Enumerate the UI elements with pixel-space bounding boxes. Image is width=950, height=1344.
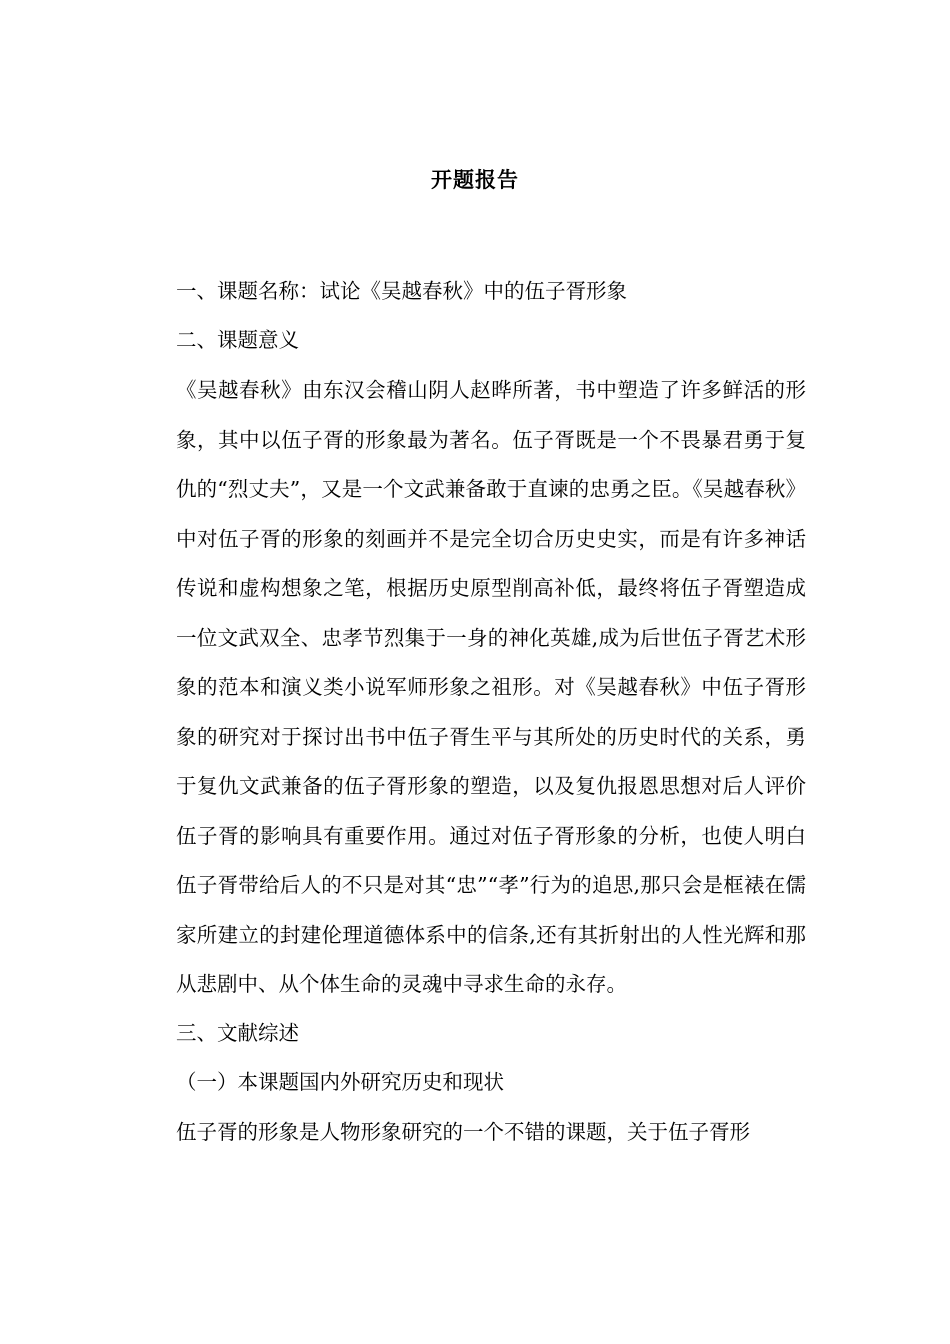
significance-paragraph: 《吴越春秋》由东汉会稽山阴人赵晔所著，书中塑造了许多鲜活的形象，其中以伍子胥的形象最为著名。伍子胥既是一个不畏暴君勇于复仇的“烈丈夫”，又是一个文武兼备敢于直谏的忠勇之臣。《吴越春秋》中对伍子胥的形象的刻画并不是完全切合历史史实，而是有许多神话传说和虚构想象之笔，根据历史原型削高补低，最终将伍子胥塑造成一位文武双全、忠孝节烈集于一身的神化英雄,成为后世伍子胥艺术形象的范本和演义类小说军师形象之祖形。对《吴越春秋》中伍子胥形象的研究对于探讨出书中伍子胥生平与其所处的历史时代的关系，勇于复仇文武兼备的伍子胥形象的塑造，以及复仇报恩思想对后人评价伍子胥的影响具有重要作用。通过对伍子胥形象的分析，也使人明白伍子胥带给后人的不只是对其“忠”“孝”行为的追思,那只会是框裱在儒家所建立的封建伦理道德体系中的信条,还有其折射出的人性光辉和那从悲剧中、从个体生命的灵魂中寻求生命的永存。	[176, 378, 806, 996]
significance-heading: 二、课题意义	[176, 328, 299, 352]
research-history-subheading: （一）本课题国内外研究历史和现状	[176, 1069, 504, 1094]
research-history-paragraph: 伍子胥的形象是人物形象研究的一个不错的课题，关于伍子胥形	[176, 1119, 750, 1144]
topic-name-heading: 一、课题名称：试论《吴越春秋》中的伍子胥形象	[176, 279, 627, 303]
document-title: 开题报告	[431, 168, 519, 192]
document-body	[176, 272, 806, 1161]
literature-review-heading: 三、文献综述	[176, 1020, 299, 1045]
